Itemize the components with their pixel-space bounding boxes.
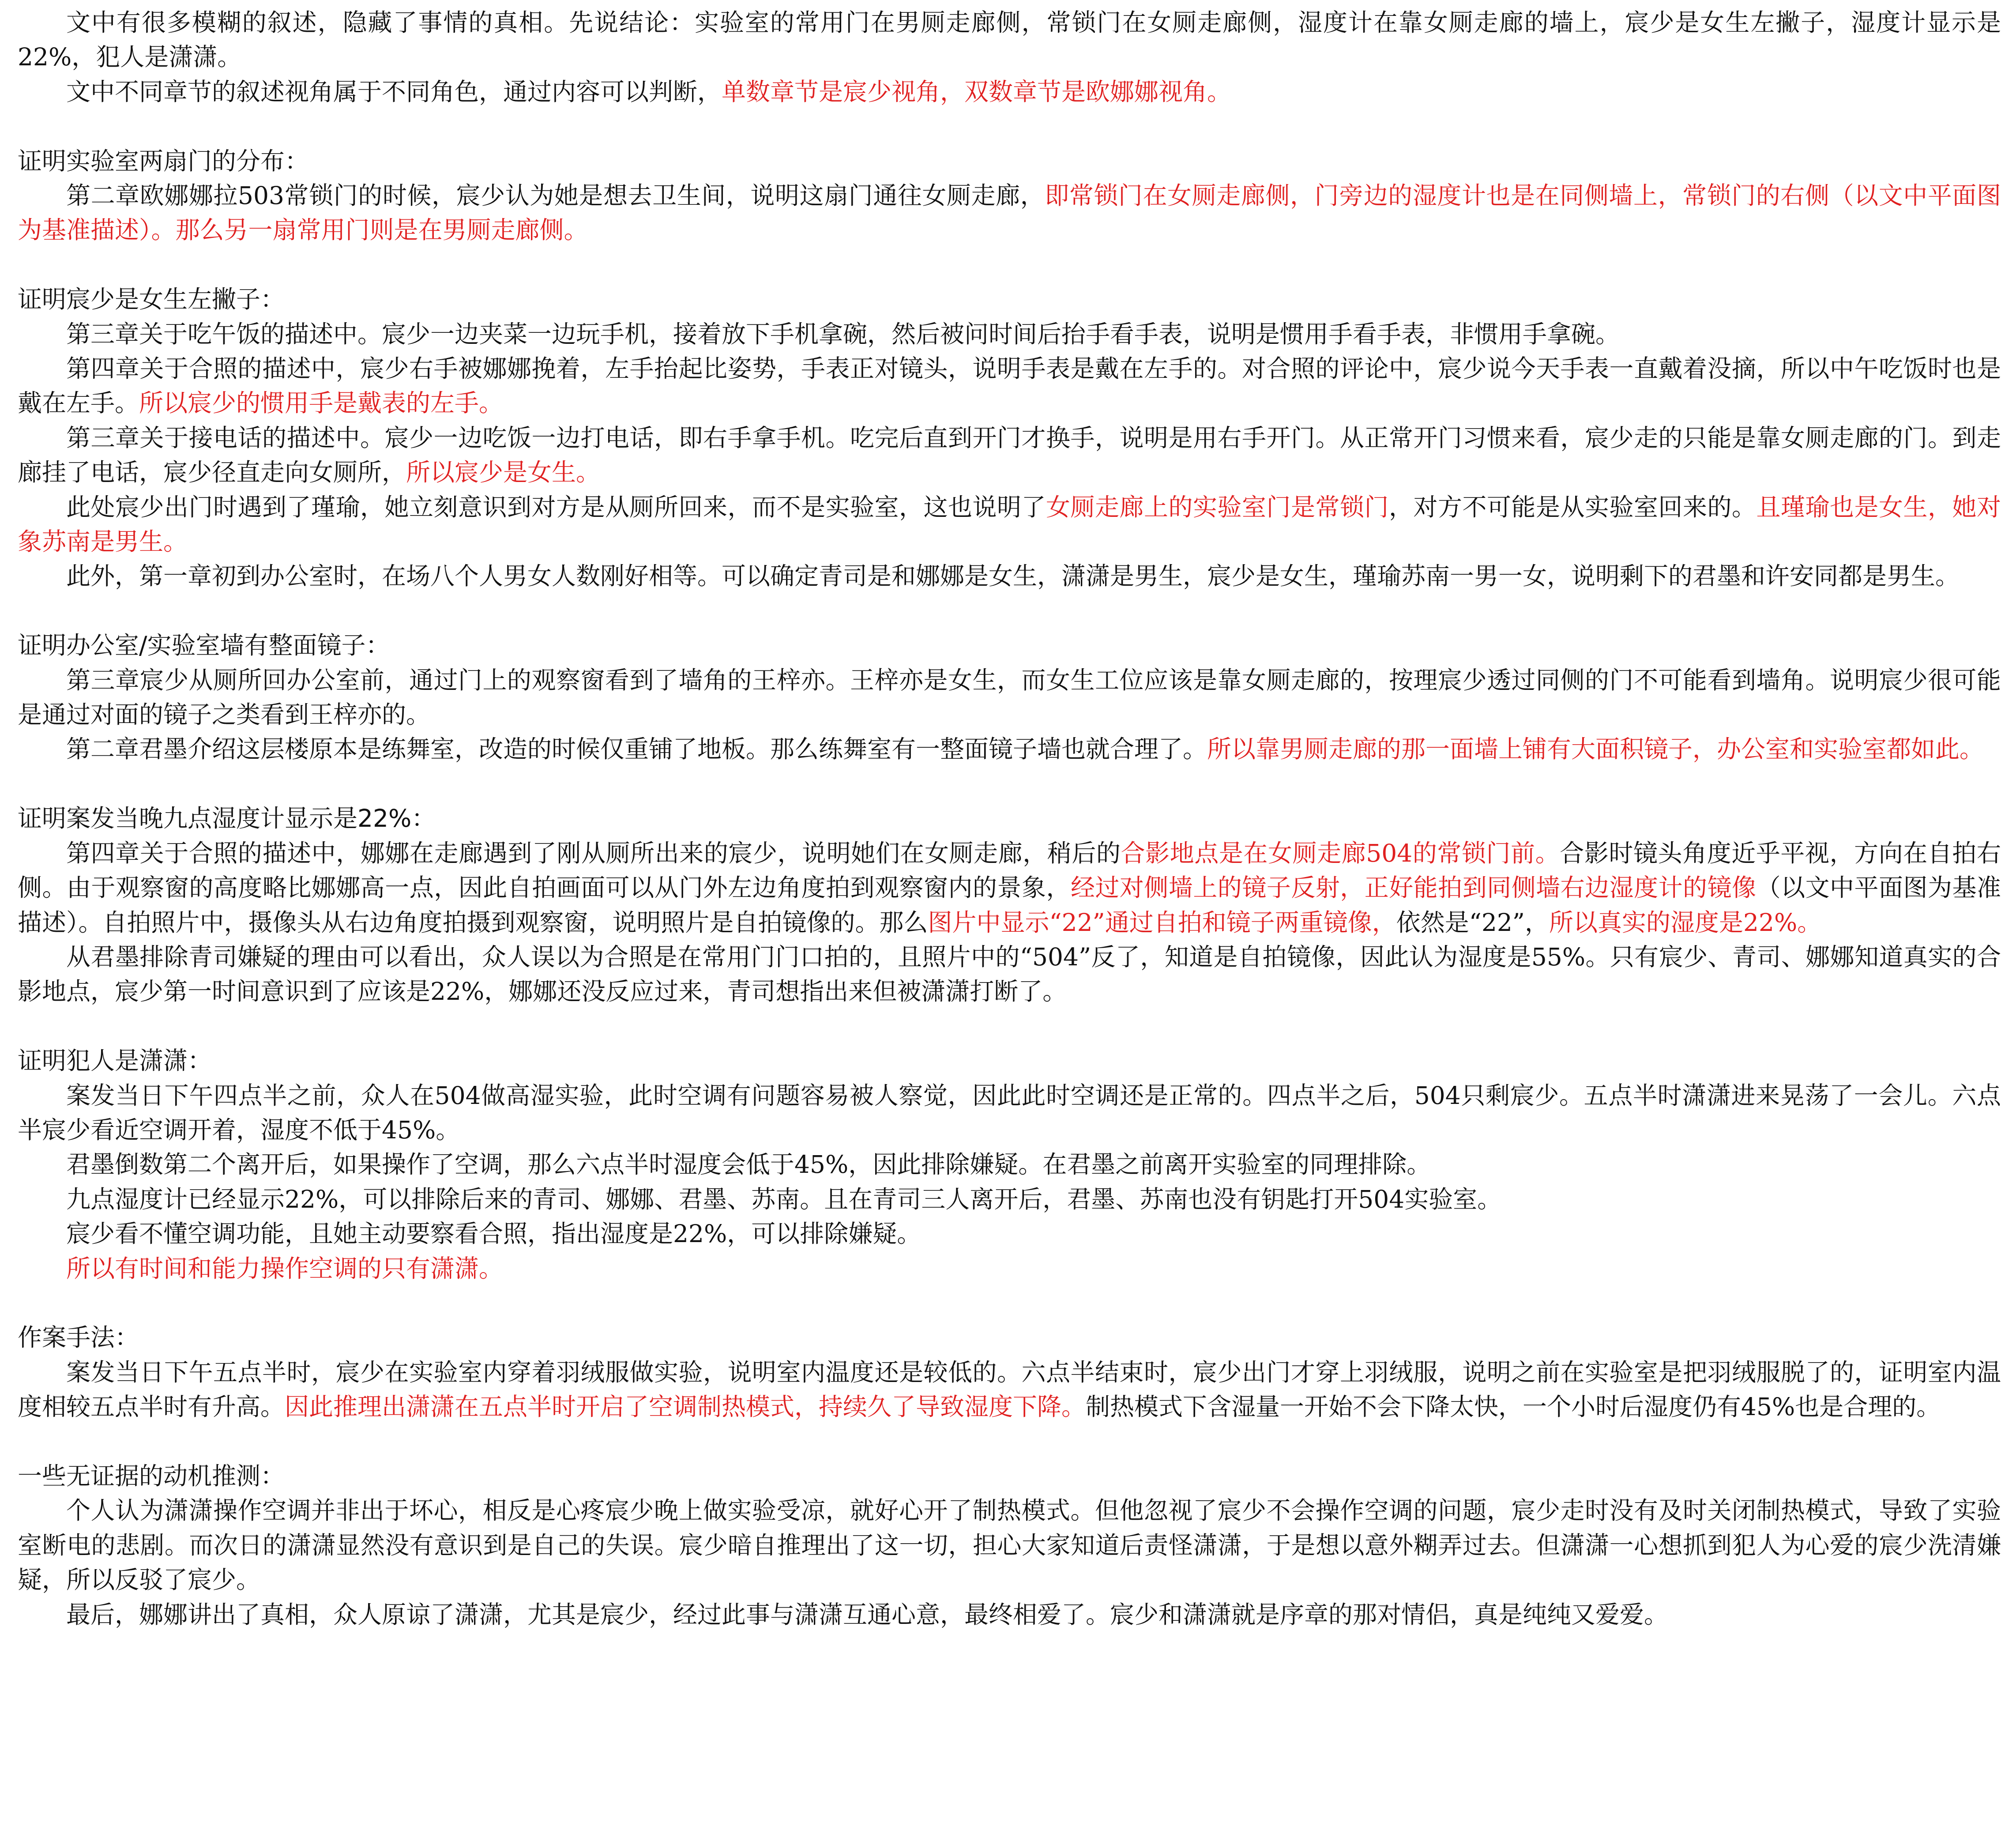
body-text: 制热模式下含湿量一开始不会下降太快，一个小时后湿度仍有45%也是合理的。 [1086, 1393, 1941, 1421]
paragraph [18, 1216, 2001, 1251]
body-text: 文中不同章节的叙述视角属于不同角色，通过内容可以判断， [66, 77, 722, 106]
body-text: （以文中平面图为基准描述）。自拍照片中，摄像头从右边角度拍摄到观察窗，说明照片是自拍镜像的。那么 [18, 874, 2001, 937]
paragraph [18, 1355, 2001, 1424]
paragraph [18, 1147, 2001, 1182]
section-spacer [18, 1424, 2001, 1459]
body-text: 最后，娜娜讲出了真相，众人原谅了潇潇，尤其是宸少，经过此事与潇潇互通心意，最终相爱了。宸少和潇潇就是序章的那对情侣，真是纯纯又爱爱。 [66, 1600, 1669, 1629]
paragraph [18, 178, 2001, 248]
highlighted-text: 所以有时间和能力操作空调的只有潇潇。 [66, 1254, 504, 1283]
paragraph [18, 732, 2001, 766]
paragraph [18, 421, 2001, 490]
section-spacer [18, 1009, 2001, 1043]
paragraph [18, 1493, 2001, 1597]
highlighted-text: 单数章节是宸少视角，双数章节是欧娜娜视角。 [722, 77, 1232, 106]
body-text: 文中有很多模糊的叙述，隐藏了事情的真相。先说结论：实验室的常用门在男厕走廊侧，常锁门在女厕走廊侧，湿度计在靠女厕走廊的墙上，宸少是女生左撇子，湿度计显示是22%，犯人是潇潇。 [18, 8, 2001, 72]
body-text: 九点湿度计已经显示22%，可以排除后来的青司、娜娜、君墨、苏南。且在青司三人离开后，君墨、苏南也没有钥匙打开504实验室。 [66, 1185, 1502, 1213]
body-text: 第四章关于合照的描述中，娜娜在走廊遇到了刚从厕所出来的宸少，说明她们在女厕走廊，稍后的 [66, 839, 1121, 867]
paragraph [18, 5, 2001, 75]
highlighted-text: 所以宸少是女生。 [406, 458, 601, 487]
paragraph [18, 940, 2001, 1009]
highlighted-text: 所以靠男厕走廊的那一面墙上铺有大面积镜子，办公室和实验室都如此。 [1207, 735, 1984, 764]
paragraph [18, 836, 2001, 940]
body-text: 此处宸少出门时遇到了瑾瑜，她立刻意识到对方是从厕所回来，而不是实验室，这也说明了 [66, 493, 1046, 521]
paragraph [18, 1597, 2001, 1632]
body-text: 第三章关于吃午饭的描述中。宸少一边夹菜一边玩手机，接着放下手机拿碗，然后被问时间后抬手看手表，说明是惯用手看手表，非惯用手拿碗。 [66, 320, 1620, 348]
section-heading: 一些无证据的动机推测： [18, 1461, 285, 1490]
body-text: 案发当日下午五点半时，宸少在实验室内穿着羽绒服做实验，说明室内温度还是较低的。六点半结束时，宸少出门才穿上羽绒服，说明之前在实验室是把羽绒服脱了的，证明室内温度相较五点半时有升高。 [18, 1358, 2001, 1421]
section-spacer [18, 1286, 2001, 1320]
body-text: 此外，第一章初到办公室时，在场八个人男女人数刚好相等。可以确定青司是和娜娜是女生，潇潇是男生，宸少是女生，瑾瑜苏南一男一女，说明剩下的君墨和许安同都是男生。 [66, 562, 1960, 591]
section-heading: 证明案发当晚九点湿度计显示是22%： [18, 804, 436, 833]
highlighted-text: 女厕走廊上的实验室门是常锁门 [1046, 493, 1389, 521]
section-heading: 证明犯人是潇潇： [18, 1047, 212, 1075]
paragraph [18, 1078, 2001, 1148]
highlighted-text: 所以宸少的惯用手是戴表的左手。 [139, 389, 504, 418]
section-spacer [18, 767, 2001, 801]
body-text: 君墨倒数第二个离开后，如果操作了空调，那么六点半时湿度会低于45%，因此排除嫌疑。在君墨之前离开实验室的同理排除。 [66, 1150, 1431, 1179]
highlighted-text: 合影地点是在女厕走廊504的常锁门前。 [1121, 839, 1560, 867]
paragraph [18, 75, 2001, 109]
body-text: ，对方不可能是从实验室回来的。 [1388, 493, 1756, 521]
paragraph [18, 663, 2001, 732]
highlighted-text: 经过对侧墙上的镜子反射，正好能拍到同侧墙右边湿度计的镜像 [1070, 874, 1756, 902]
highlighted-text: 即常锁门在女厕走廊侧，门旁边的湿度计也是在同侧墙上，常锁门的右侧（以文中平面图为基准描述）。那么另一扇常用门则是在男厕走廊侧。 [18, 181, 2001, 245]
section-heading: 证明办公室/实验室墙有整面镜子： [18, 631, 390, 660]
body-text: 第三章关于接电话的描述中。宸少一边吃饭一边打电话，即右手拿手机。吃完后直到开门才换手，说明是用右手开门。从正常开门习惯来看，宸少走的只能是靠女厕走廊的门。到走廊挂了电话，宸少径直走向女厕所， [18, 423, 2001, 487]
body-text: 第二章欧娜娜拉503常锁门的时候，宸少认为她是想去卫生间，说明这扇门通往女厕走廊， [66, 181, 1045, 210]
body-text: 第三章宸少从厕所回办公室前，通过门上的观察窗看到了墙角的王梓亦。王梓亦是女生，而女生工位应该是靠女厕走廊的，按理宸少透过同侧的门不可能看到墙角。说明宸少很可能是通过对面的镜子之类看到王梓亦的。 [18, 666, 2001, 729]
highlighted-text: 且瑾瑜也是女生，她对象苏南是男生。 [18, 493, 2001, 556]
section-heading: 作案手法： [18, 1323, 139, 1352]
body-text: 案发当日下午四点半之前，众人在504做高湿实验，此时空调有问题容易被人察觉，因此此时空调还是正常的。四点半之后，504只剩宸少。五点半时潇潇进来晃荡了一会儿。六点半宸少看近空调开着，湿度不低于45%。 [18, 1081, 2001, 1144]
body-text: 合影时镜头角度近乎平视，方向在自拍右侧。由于观察窗的高度略比娜娜高一点，因此自拍画面可以从门外左边角度拍到观察窗内的景象， [18, 839, 2001, 902]
body-text: 第四章关于合照的描述中，宸少右手被娜娜挽着，左手抬起比姿势，手表正对镜头，说明手表是戴在左手的。对合照的评论中，宸少说今天手表一直戴着没摘，所以中午吃饭时也是戴在左手。 [18, 354, 2001, 418]
paragraph [18, 317, 2001, 351]
body-text: 宸少看不懂空调功能，且她主动要察看合照，指出湿度是22%，可以排除嫌疑。 [66, 1220, 921, 1248]
body-text: 第二章君墨介绍这层楼原本是练舞室，改造的时候仅重铺了地板。那么练舞室有一整面镜子墙也就合理了。 [66, 735, 1207, 764]
section-spacer [18, 109, 2001, 143]
paragraph [18, 1251, 2001, 1286]
section-heading: 证明实验室两扇门的分布： [18, 147, 309, 175]
body-text: 依然是“22”， [1396, 908, 1549, 937]
paragraph [18, 351, 2001, 421]
paragraph [18, 490, 2001, 559]
highlighted-text: 所以真实的湿度是22%。 [1549, 908, 1822, 937]
paragraph [18, 1182, 2001, 1216]
section-spacer [18, 248, 2001, 282]
paragraph [18, 559, 2001, 593]
section-heading: 证明宸少是女生左撇子： [18, 285, 285, 314]
highlighted-text: 因此推理出潇潇在五点半时开启了空调制热模式，持续久了导致湿度下降。 [285, 1393, 1086, 1421]
body-text: 从君墨排除青司嫌疑的理由可以看出，众人误以为合照是在常用门门口拍的，且照片中的“504”反了，知道是自拍镜像，因此认为湿度是55%。只有宸少、青司、娜娜知道真实的合影地点，宸少第一时间意识到了应该是22%，娜娜还没反应过来，青司想指出来但被潇潇打断了。 [18, 942, 2001, 1006]
highlighted-text: 图片中显示“22”通过自拍和镜子两重镜像， [928, 908, 1396, 937]
section-spacer [18, 594, 2001, 628]
body-text: 个人认为潇潇操作空调并非出于坏心，相反是心疼宸少晚上做实验受凉，就好心开了制热模式。但他忽视了宸少不会操作空调的问题，宸少走时没有及时关闭制热模式，导致了实验室断电的悲剧。而次日的潇潇显然没有意识到是自己的失误。宸少暗自推理出了这一切，担心大家知道后责怪潇潇，于是想以意外糊弄过去。但潇潇一心想抓到犯人为心爱的宸少洗清嫌疑，所以反驳了宸少。 [18, 1496, 2001, 1594]
